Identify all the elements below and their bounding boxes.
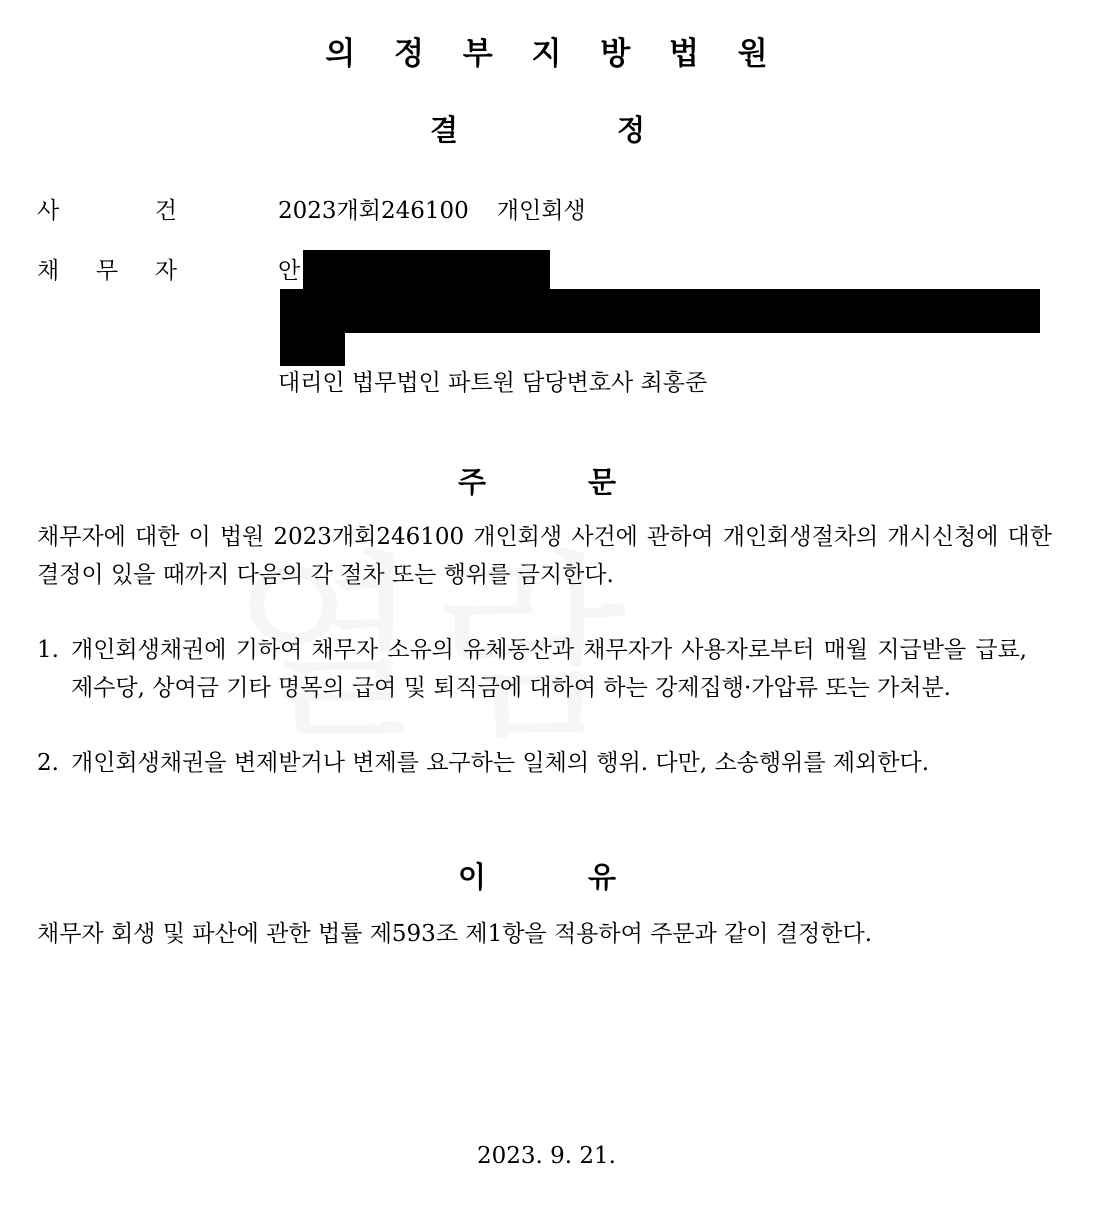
decision-date: 2023. 9. 21.: [477, 1143, 616, 1169]
document-type-right: 정: [617, 113, 646, 147]
order-heading-left: 주: [458, 465, 487, 499]
case-label: 사 건: [37, 198, 177, 224]
order-item-2-number: 2.: [37, 750, 59, 776]
case-number: 2023개회246100: [278, 198, 469, 224]
order-intro: 채무자에 대한 이 법원 2023개회246100 개인회생 사건에 관하여 개인회생절차의 개시신청에 대한 결정이 있을 때까지 다음의 각 절차 또는 행위를 금지한다.: [37, 524, 1052, 588]
reason-heading-right: 유: [588, 860, 617, 894]
order-item-2-text: 개인회생채권을 변제받거나 변제를 요구하는 일체의 행위. 다만, 소송행위를 제외한다.: [71, 750, 930, 776]
document-type-left: 결: [430, 113, 459, 147]
redaction-address-tail: [280, 330, 345, 366]
reason-heading-left: 이: [458, 860, 487, 894]
order-item-2: [37, 744, 1027, 782]
case-value: [278, 192, 586, 230]
case-type: 개인회생: [496, 198, 586, 224]
debtor-agent: 대리인 법무법인 파트원 담당변호사 최홍준: [278, 370, 708, 396]
order-item-1-text: 개인회생채권에 기하여 채무자 소유의 유체동산과 채무자가 사용자로부터 매월 지급받을 급료, 제수당, 상여금 기타 명목의 급여 및 퇴직금에 대하여 하는 강제집행·가압류 또는 가처분.: [71, 637, 1027, 701]
order-heading-right: 문: [588, 465, 617, 499]
reason-text: 채무자 회생 및 파산에 관한 법률 제593조 제1항을 적용하여 주문과 같이 결정한다.: [37, 921, 873, 947]
redaction-address: [280, 289, 1040, 333]
debtor-label: 채 무 자: [37, 258, 177, 284]
order-item-1-number: 1.: [37, 637, 59, 663]
debtor-name: 안: [278, 258, 301, 284]
redaction-name: [303, 250, 550, 292]
order-item-1: [37, 631, 1027, 707]
court-name: 의 정 부 지 방 법 원: [325, 36, 782, 72]
